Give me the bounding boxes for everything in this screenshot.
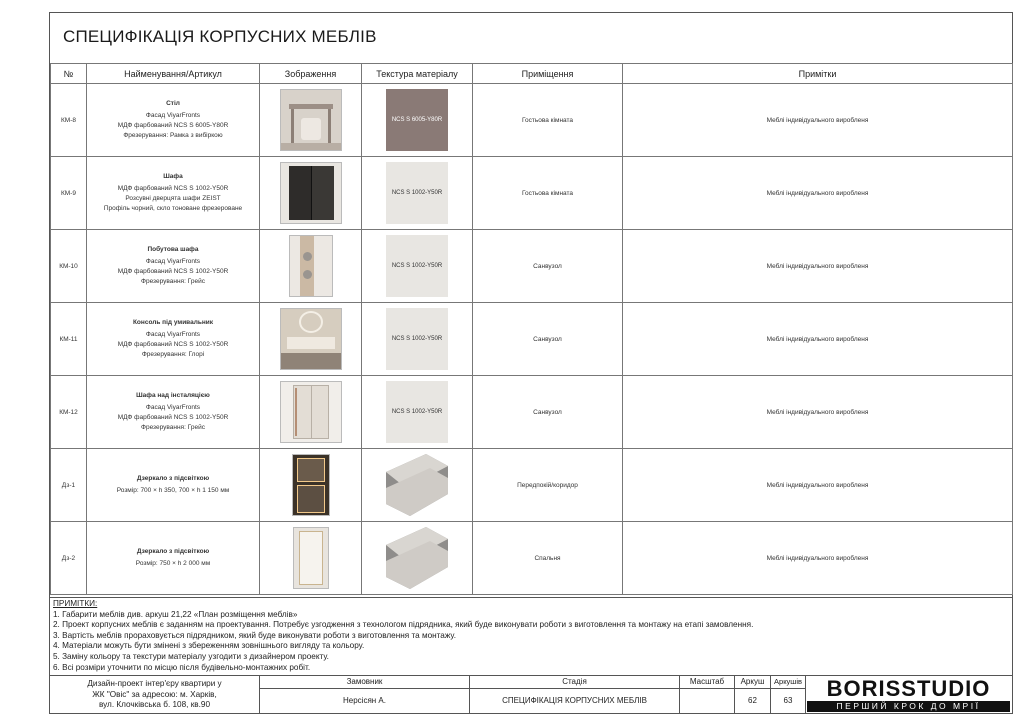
row-texture-cell — [362, 449, 473, 522]
note-item: 3. Вартість меблів прораховується підрядником, який буде виконувати роботи з виготовлення та монтажу. — [53, 630, 456, 640]
mirror-texture-swatch — [386, 454, 448, 516]
item-line: Фасад ViyarFronts — [145, 112, 201, 119]
logo-tagline: ПЕРШИЙ КРОК ДО МРІЇ — [807, 701, 1010, 712]
texture-swatch: NCS S 1002-Y50R — [386, 308, 448, 370]
row-id: Дз-2 — [51, 522, 87, 595]
installation-cabinet-image — [280, 381, 342, 443]
col-image: Зображення — [260, 64, 362, 84]
col-notes: Примітки — [623, 64, 1013, 84]
note-item: 6. Всі розміри уточнити по місцю після будівельно-монтажних робіт. — [53, 662, 311, 672]
texture-swatch: NCS S 6005-Y80R — [386, 89, 448, 151]
mirror-texture-swatch — [386, 527, 448, 589]
studio-logo — [807, 677, 1010, 713]
row-id: КМ-11 — [51, 303, 87, 376]
stamp-customer: Замовник Нерсісян А. — [260, 676, 470, 714]
item-line: МДФ фарбований NCS S 1002-Y50R — [117, 414, 229, 421]
item-name: Консоль під умивальник — [132, 319, 214, 326]
row-image-cell — [260, 522, 362, 595]
item-line: Фрезерування: Глорі — [141, 351, 205, 358]
col-room: Приміщення — [473, 64, 623, 84]
table-row — [51, 230, 1013, 303]
table-row — [51, 449, 1013, 522]
item-line: Профіль чорний, скло тоноване фрезероване — [103, 205, 243, 212]
row-note: Меблі індивідуального виробленя — [623, 84, 1013, 157]
stamp-stage: Стадія СПЕЦИФІКАЦІЯ КОРПУСНИХ МЕБЛІВ — [470, 676, 680, 714]
row-texture-cell — [362, 303, 473, 376]
item-name: Побутова шафа — [147, 246, 199, 253]
row-image-cell — [260, 376, 362, 449]
title-stamp — [50, 675, 1012, 714]
item-line: МДФ фарбований NCS S 1002-Y50R — [117, 185, 229, 192]
note-item: 5. Заміну кольору та текстури матеріалу узгодити з дизайнером проекту. — [53, 651, 329, 661]
texture-swatch: NCS S 1002-Y50R — [386, 162, 448, 224]
row-name-cell — [87, 157, 260, 230]
item-line: Розсувні дверцята шафи ZEIST — [125, 195, 221, 202]
row-id: Дз-1 — [51, 449, 87, 522]
row-image-cell — [260, 303, 362, 376]
stamp-project: Дизайн-проект інтер'єру квартири у ЖК "Овіс" за адресою: м. Харків, вул. Клочківська б. 108, кв.90 — [50, 676, 260, 714]
row-room: Спальня — [473, 522, 623, 595]
row-room: Санвузол — [473, 230, 623, 303]
table-row — [51, 522, 1013, 595]
item-line: МДФ фарбований NCS S 6005-Y80R — [117, 122, 229, 129]
sheet-title: СПЕЦИФІКАЦІЯ КОРПУСНИХ МЕБЛІВ — [63, 27, 377, 46]
row-note: Меблі індивідуального виробленя — [623, 303, 1013, 376]
item-line: Фасад ViyarFronts — [145, 331, 201, 338]
spec-table — [50, 63, 1013, 595]
item-line: МДФ фарбований NCS S 1002-Y50R — [117, 268, 229, 275]
utility-cabinet-image — [289, 235, 333, 297]
col-number: № — [51, 64, 87, 84]
row-name-cell — [87, 522, 260, 595]
row-room: Гостьова кімната — [473, 157, 623, 230]
row-name-cell — [87, 303, 260, 376]
row-room: Гостьова кімната — [473, 84, 623, 157]
item-line: Фрезерування: Грейс — [141, 424, 205, 431]
mirror-texture-graphic — [386, 454, 448, 516]
stamp-scale: Масштаб — [680, 676, 735, 714]
texture-swatch: NCS S 1002-Y50R — [386, 235, 448, 297]
row-note: Меблі індивідуального виробленя — [623, 230, 1013, 303]
note-item: 1. Габарити меблів див. аркуш 21,22 «План розміщення меблів» — [53, 609, 298, 619]
row-name-cell — [87, 376, 260, 449]
row-note: Меблі індивідуального виробленя — [623, 522, 1013, 595]
table-row — [51, 303, 1013, 376]
col-texture: Текстура матеріалу — [362, 64, 473, 84]
row-texture-cell — [362, 376, 473, 449]
row-room: Санвузол — [473, 303, 623, 376]
item-line: Фасад ViyarFronts — [145, 258, 201, 265]
row-image-cell — [260, 157, 362, 230]
table-header — [51, 64, 1013, 84]
row-id: КМ-12 — [51, 376, 87, 449]
row-texture-cell — [362, 84, 473, 157]
item-line: МДФ фарбований NCS S 1002-Y50R — [117, 341, 229, 348]
mirror-image — [292, 454, 330, 516]
stamp-sheets: Аркушів 63 — [771, 676, 806, 714]
notes-block — [50, 597, 1012, 675]
row-texture-cell — [362, 157, 473, 230]
row-room: Санвузол — [473, 376, 623, 449]
vanity-image — [280, 308, 342, 370]
row-texture-cell — [362, 230, 473, 303]
row-id: КМ-10 — [51, 230, 87, 303]
row-image-cell — [260, 84, 362, 157]
logo-wordmark: BORISSTUDIO — [826, 676, 991, 701]
row-texture-cell — [362, 522, 473, 595]
item-line: Розмір: 700 × h 350, 700 × h 1 150 мм — [116, 487, 230, 494]
row-image-cell — [260, 230, 362, 303]
item-line: Фасад ViyarFronts — [145, 404, 201, 411]
row-image-cell — [260, 449, 362, 522]
table-row — [51, 157, 1013, 230]
item-name: Дзеркало з підсвіткою — [136, 548, 210, 555]
spec-sheet — [49, 12, 1013, 714]
desk-image — [280, 89, 342, 151]
row-name-cell — [87, 449, 260, 522]
row-note: Меблі індивідуального виробленя — [623, 376, 1013, 449]
note-item: 2. Проект корпусних меблів є заданням на проектування. Потребує узгодження з технологом підрядника, який буде виконувати роботи з виготовлення та монтажу на етапі замовлення. — [53, 620, 754, 630]
row-room: Передпокій/коридор — [473, 449, 623, 522]
row-note: Меблі індивідуального виробленя — [623, 157, 1013, 230]
item-line: Розмір: 750 × h 2 000 мм — [135, 560, 211, 567]
table-row — [51, 376, 1013, 449]
item-line: Фрезерування: Грейс — [141, 278, 205, 285]
row-id: КМ-8 — [51, 84, 87, 157]
item-name: Стіл — [166, 100, 180, 107]
row-note: Меблі індивідуального виробленя — [623, 449, 1013, 522]
row-name-cell — [87, 84, 260, 157]
sheet-title-block — [50, 13, 1012, 64]
item-name: Шафа — [163, 173, 183, 180]
stamp-sheet: Аркуш 62 — [735, 676, 771, 714]
row-id: КМ-9 — [51, 157, 87, 230]
col-name: Найменування/Артикул — [87, 64, 260, 84]
notes-header: ПРИМІТКИ: — [53, 599, 98, 608]
row-name-cell — [87, 230, 260, 303]
mirror-image — [293, 527, 329, 589]
item-line: Фрезерування: Рамка з вибіркою — [123, 132, 223, 139]
item-name: Дзеркало з підсвіткою — [136, 475, 210, 482]
mirror-texture-graphic — [386, 527, 448, 589]
wardrobe-image — [280, 162, 342, 224]
item-name: Шафа над інсталяцією — [136, 392, 210, 399]
note-item: 4. Матеріали можуть бути змінені з збереженням зовнішнього вигляду та кольору. — [53, 641, 365, 651]
texture-swatch: NCS S 1002-Y50R — [386, 381, 448, 443]
table-row — [51, 84, 1013, 157]
